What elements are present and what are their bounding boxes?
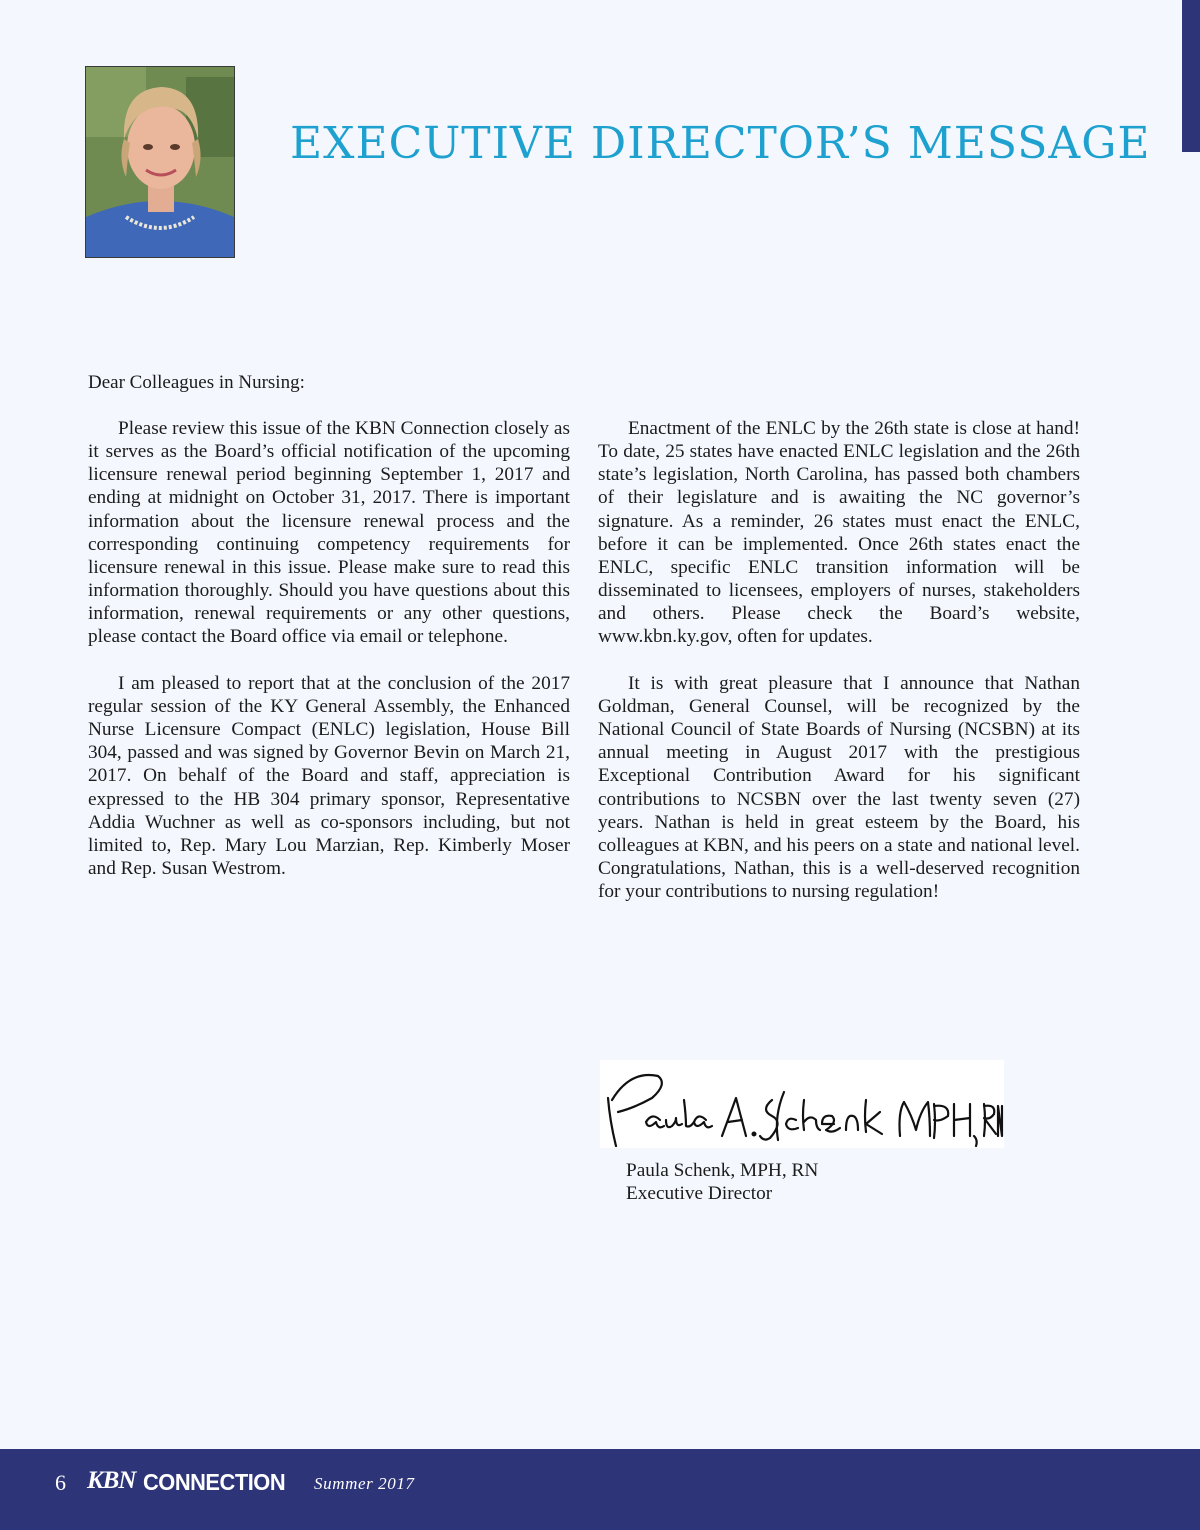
paragraph: Please review this issue of the KBN Connection closely as it serves as the Board’s official notification of the upcoming licensure renewal period beginning September 1, 2017 and ending at midnight on October 31, 2017. There is important information about the licensure renewal process and the corresponding continuing competency requirements for licensure renewal in this issue. Please make sure to read this information thoroughly. Should you have questions about this information, renewal requirements or any other questions, please contact the Board office via email or telephone.: [88, 418, 570, 648]
paragraph: It is with great pleasure that I announce that Nathan Goldman, General Counsel, will be recognized by the National Council of State Boards of Nursing (NCSBN) at its annual meeting in August 2017 with the prestigious Exceptional Contribution Award for his significant contributions to NCSBN over the last twenty seven (27) years. Nathan is held in great esteem by the Board, his colleagues at KBN, and his peers on a state and national level. Congratulations, Nathan, this is a well-deserved recognition for your contributions to nursing regulation!: [598, 672, 1080, 903]
paragraph: I am pleased to report that at the conclusion of the 2017 regular session of the KY General Assembly, the Enhanced Nurse Licensure Compact (ENLC) legislation, House Bill 304, passed and was signed by Governor Bevin on March 21, 2017. On behalf of the Board and staff, appreciation is expressed to the HB 304 primary sponsor, Representative Addia Wuchner as well as co-sponsors including, but not limited to, Rep. Mary Lou Marzian, Rep. Kimberly Moser and Rep. Susan Westrom.: [88, 672, 570, 879]
portrait-photo: [85, 66, 235, 258]
handwritten-signature: [600, 1060, 1004, 1148]
paragraph: Enactment of the ENLC by the 26th state is close at hand! To date, 25 states have enacted ENLC legislation and the 26th state’s legislation, North Carolina, has passed both chambers of their legislature and is awaiting the NC governor’s signature. As a reminder, 26 states must enact the ENLC, before it can be implemented. Once 26th states enact the ENLC, specific ENLC transition information will be disseminated to licensees, employers of nurses, stakeholders and others. Please check the Board’s website, www.kbn.ky.gov, often for updates.: [598, 418, 1080, 648]
signer-title: Executive Director: [626, 1183, 773, 1205]
page-number: 6: [55, 1470, 66, 1495]
signer-name: Paula Schenk, MPH, RN: [626, 1160, 819, 1181]
magazine-logo-connection: CONNECTION: [143, 1469, 286, 1495]
page-edge-tab: [1182, 0, 1200, 152]
page-title: EXECUTIVE DIRECTOR’S MESSAGE: [290, 118, 1151, 169]
issue-date: Summer 2017: [314, 1474, 415, 1493]
letter-column-left: [88, 417, 570, 903]
salutation: Dear Colleagues in Nursing:: [88, 372, 305, 393]
signer-block: [626, 1159, 818, 1205]
letter-column-right: [598, 417, 1080, 927]
magazine-logo-kbn: KBN: [87, 1467, 136, 1494]
